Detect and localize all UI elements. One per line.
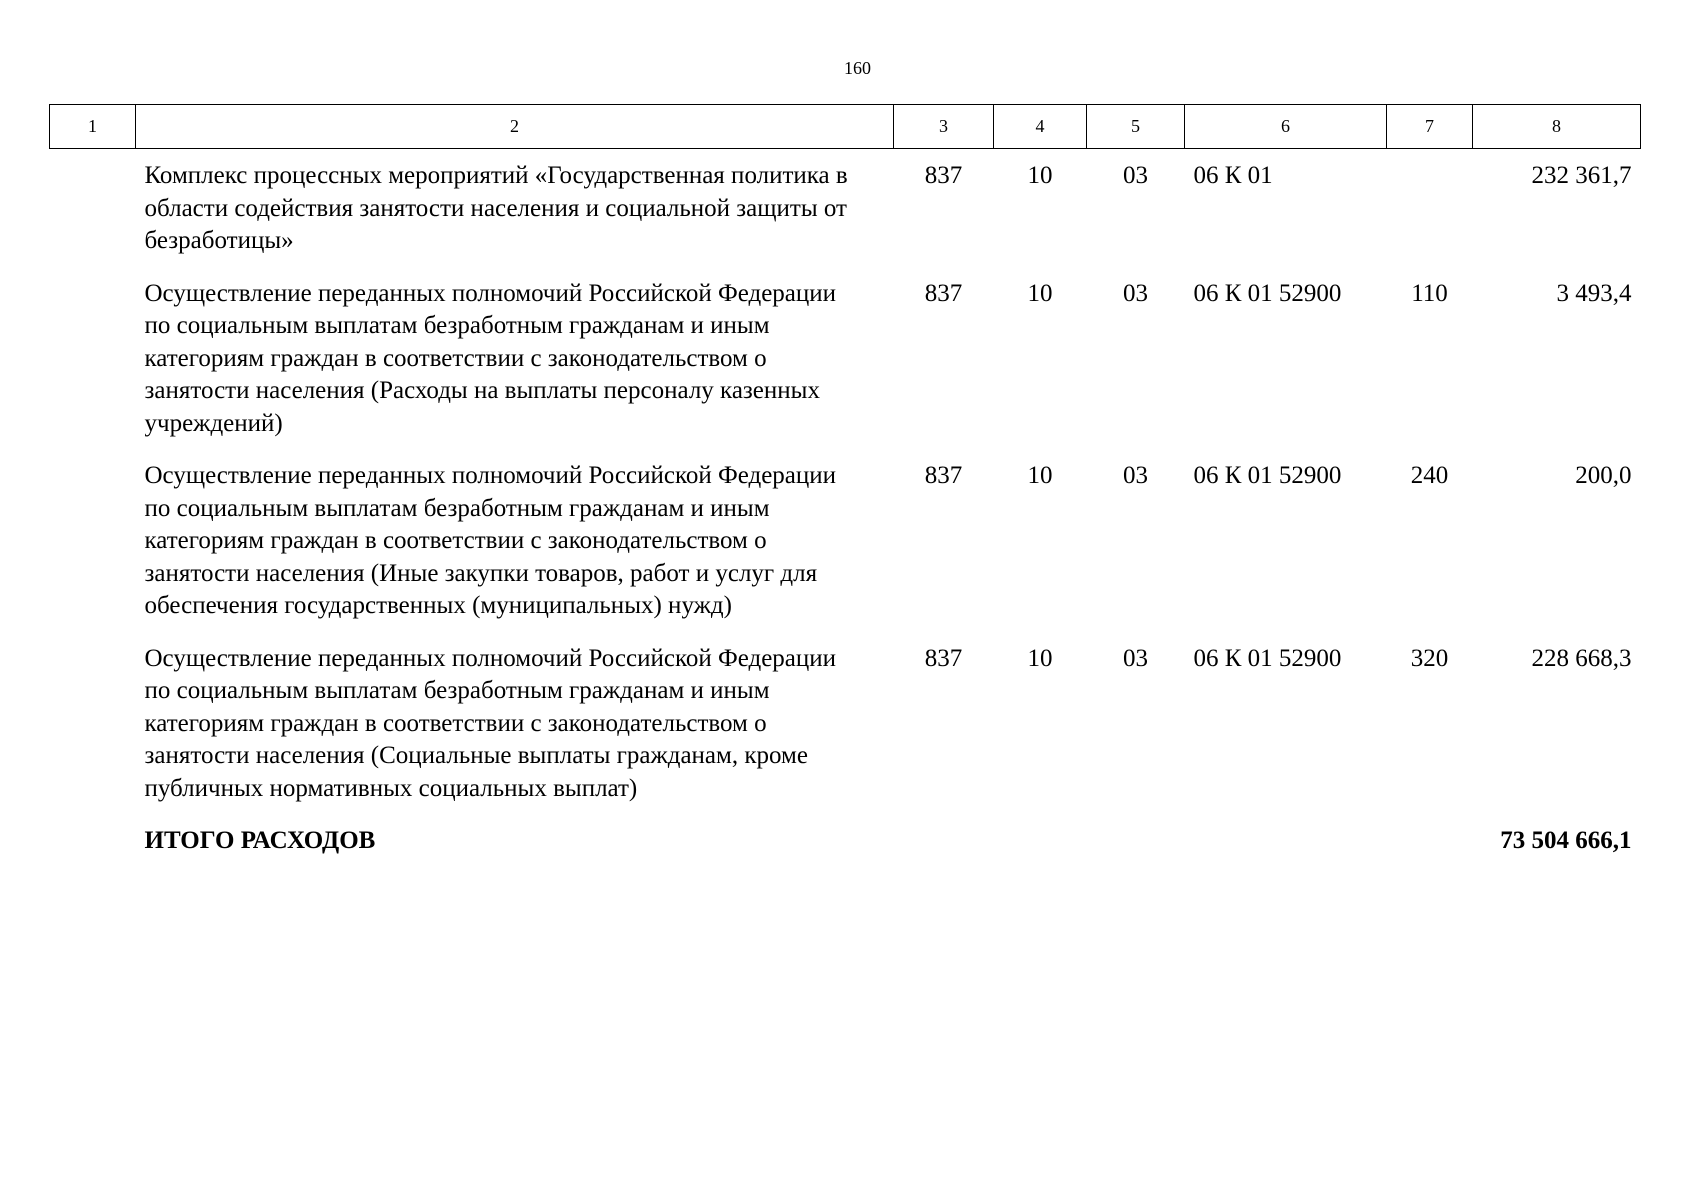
table-row — [50, 149, 1641, 268]
expense-type-code — [1387, 149, 1473, 268]
table-row — [50, 450, 1641, 633]
ministry-code: 837 — [924, 462, 963, 489]
amount: 200,0 — [1575, 462, 1632, 489]
column-header-7: 7 — [1387, 105, 1473, 149]
column-header-5: 5 — [1087, 105, 1185, 149]
budget-table — [49, 104, 1641, 868]
target-article-code: 06 К 01 52900 — [1193, 462, 1342, 489]
section-code: 10 — [1027, 279, 1053, 307]
row-col1 — [50, 268, 136, 451]
total-empty-cell — [1185, 815, 1387, 868]
column-header-2: 2 — [136, 105, 894, 149]
ministry-code: 837 — [924, 644, 963, 672]
total-empty-cell — [1087, 815, 1185, 868]
column-number-header — [50, 105, 1641, 149]
subsection-code: 03 — [1123, 462, 1148, 489]
row-col1 — [50, 633, 136, 816]
page-number: 160 — [844, 58, 871, 78]
subsection-code: 03 — [1123, 279, 1148, 307]
target-article-code: 06 К 01 52900 — [1193, 279, 1342, 307]
amount: 228 668,3 — [1531, 644, 1632, 672]
expense-name: Осуществление переданных полномочий Российской Федерации по социальным выплатам безработным гражданам и иным категориям граждан в соответствии с законодательством о занятости населения (Иные закупки товаров, работ и услуг для обеспечения государственных (муниципальных) нужд) — [144, 462, 837, 619]
total-row — [50, 815, 1641, 868]
total-empty-cell — [894, 815, 994, 868]
column-header-8: 8 — [1473, 105, 1641, 149]
total-amount: 73 504 666,1 — [1500, 827, 1632, 854]
total-spacer — [50, 815, 136, 868]
section-code: 10 — [1027, 162, 1053, 189]
expense-name: Осуществление переданных полномочий Российской Федерации по социальным выплатам безработным гражданам и иным категориям граждан в соответствии с законодательством о занятости населения (Социальные выплаты гражданам, кроме публичных нормативных социальных выплат) — [144, 644, 837, 802]
column-header-1: 1 — [50, 105, 136, 149]
subsection-code: 03 — [1123, 644, 1148, 672]
table-row — [50, 633, 1641, 816]
column-header-6: 6 — [1185, 105, 1387, 149]
row-col1 — [50, 149, 136, 268]
expense-type-code: 320 — [1410, 644, 1449, 672]
amount: 232 361,7 — [1531, 162, 1632, 189]
row-col1 — [50, 450, 136, 633]
expense-name: Комплекс процессных мероприятий «Государственная политика в области содействия занятости населения и социальной защиты от безработицы» — [144, 162, 848, 254]
column-header-3: 3 — [894, 105, 994, 149]
expense-type-code: 240 — [1410, 462, 1449, 489]
target-article-code: 06 К 01 — [1193, 162, 1273, 189]
target-article-code: 06 К 01 52900 — [1193, 644, 1342, 672]
expense-type-code: 110 — [1411, 279, 1448, 307]
total-empty-cell — [994, 815, 1087, 868]
ministry-code: 837 — [924, 279, 963, 307]
expense-name: Осуществление переданных полномочий Российской Федерации по социальным выплатам безработным гражданам и иным категориям граждан в соответствии с законодательством о занятости населения (Расходы на выплаты персоналу казенных учреждений) — [144, 279, 837, 437]
column-header-4: 4 — [994, 105, 1087, 149]
section-code: 10 — [1027, 462, 1053, 489]
total-empty-cell — [1387, 815, 1473, 868]
subsection-code: 03 — [1123, 162, 1148, 189]
table-row — [50, 268, 1641, 451]
ministry-code: 837 — [924, 162, 963, 189]
total-label: ИТОГО РАСХОДОВ — [144, 827, 376, 854]
section-code: 10 — [1027, 644, 1053, 672]
amount: 3 493,4 — [1556, 279, 1632, 307]
